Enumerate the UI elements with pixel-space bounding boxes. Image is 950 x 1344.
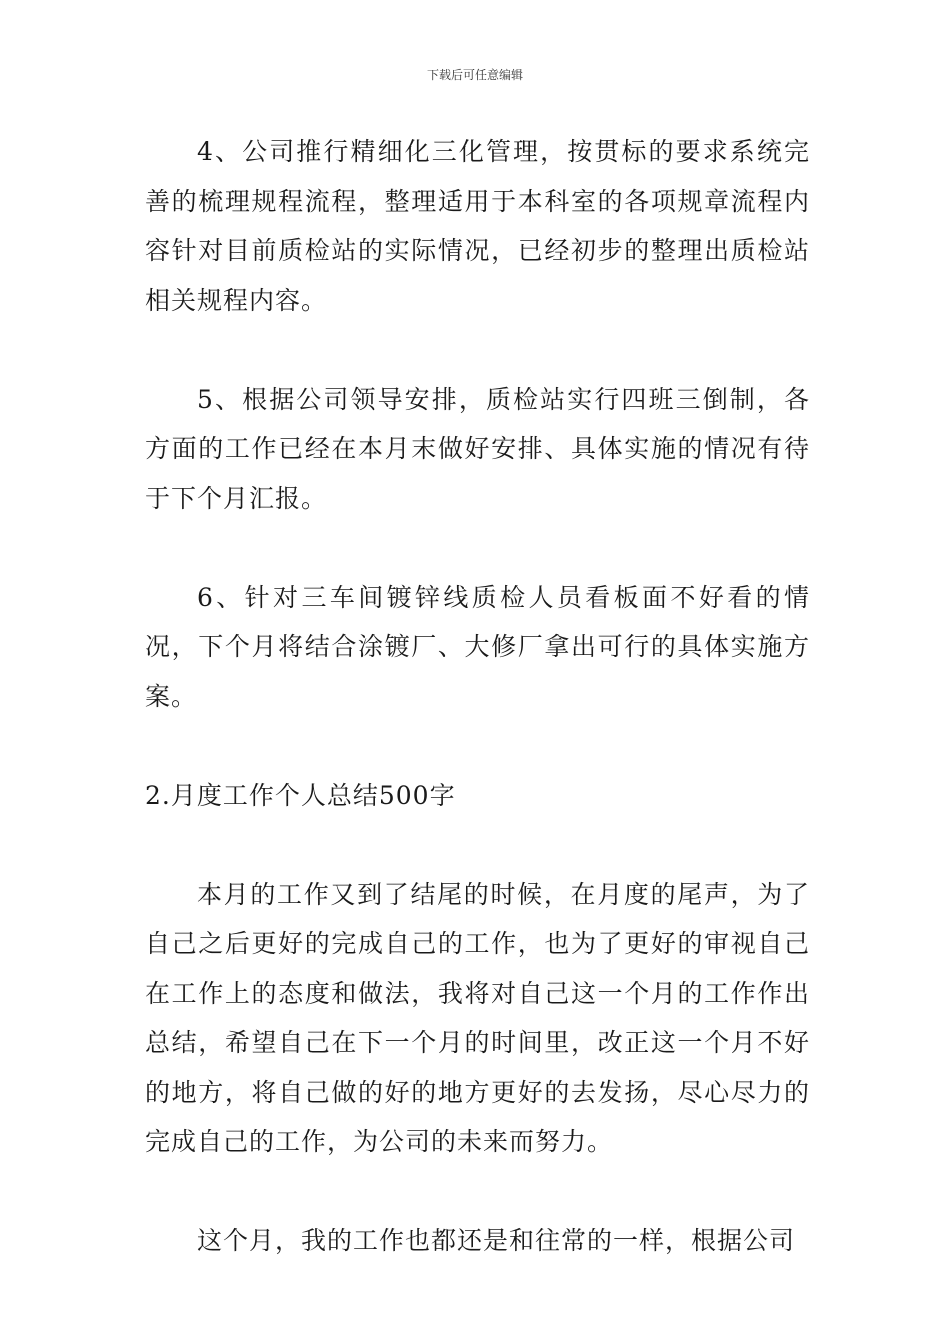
section-heading: 2.月度工作个人总结500字: [145, 780, 456, 810]
paragraph-5: 5、根据公司领导安排，质检站实行四班三倒制，各方面的工作已经在本月末做好安排、具体实施的情况有待于下个月汇报。: [145, 384, 810, 513]
summary-paragraph-2: 这个月，我的工作也都还是和往常的一样，根据公司: [197, 1226, 796, 1255]
paragraph-4: 4、公司推行精细化三化管理，按贯标的要求系统完善的梳理规程流程，整理适用于本科室的各项规章流程内容针对目前质检站的实际情况，已经初步的整理出质检站相关规程内容。: [145, 137, 810, 315]
document-body: [145, 127, 810, 1266]
paragraph-6: 6、针对三车间镀锌线质检人员看板面不好看的情况，下个月将结合涂镀厂、大修厂拿出可行的具体实施方案。: [145, 582, 810, 711]
summary-paragraph-1: 本月的工作又到了结尾的时候，在月度的尾声，为了自己之后更好的完成自己的工作，也为了更好的审视自己在工作上的态度和做法，我将对自己这一个月的工作作出总结，希望自己在下一个月的时间里，改正这一个月不好的地方，将自己做的好的地方更好的去发扬，尽心尽力的完成自己的工作，为公司的未来而努力。: [145, 879, 810, 1156]
page-header: 下载后可任意编辑: [426, 68, 523, 82]
